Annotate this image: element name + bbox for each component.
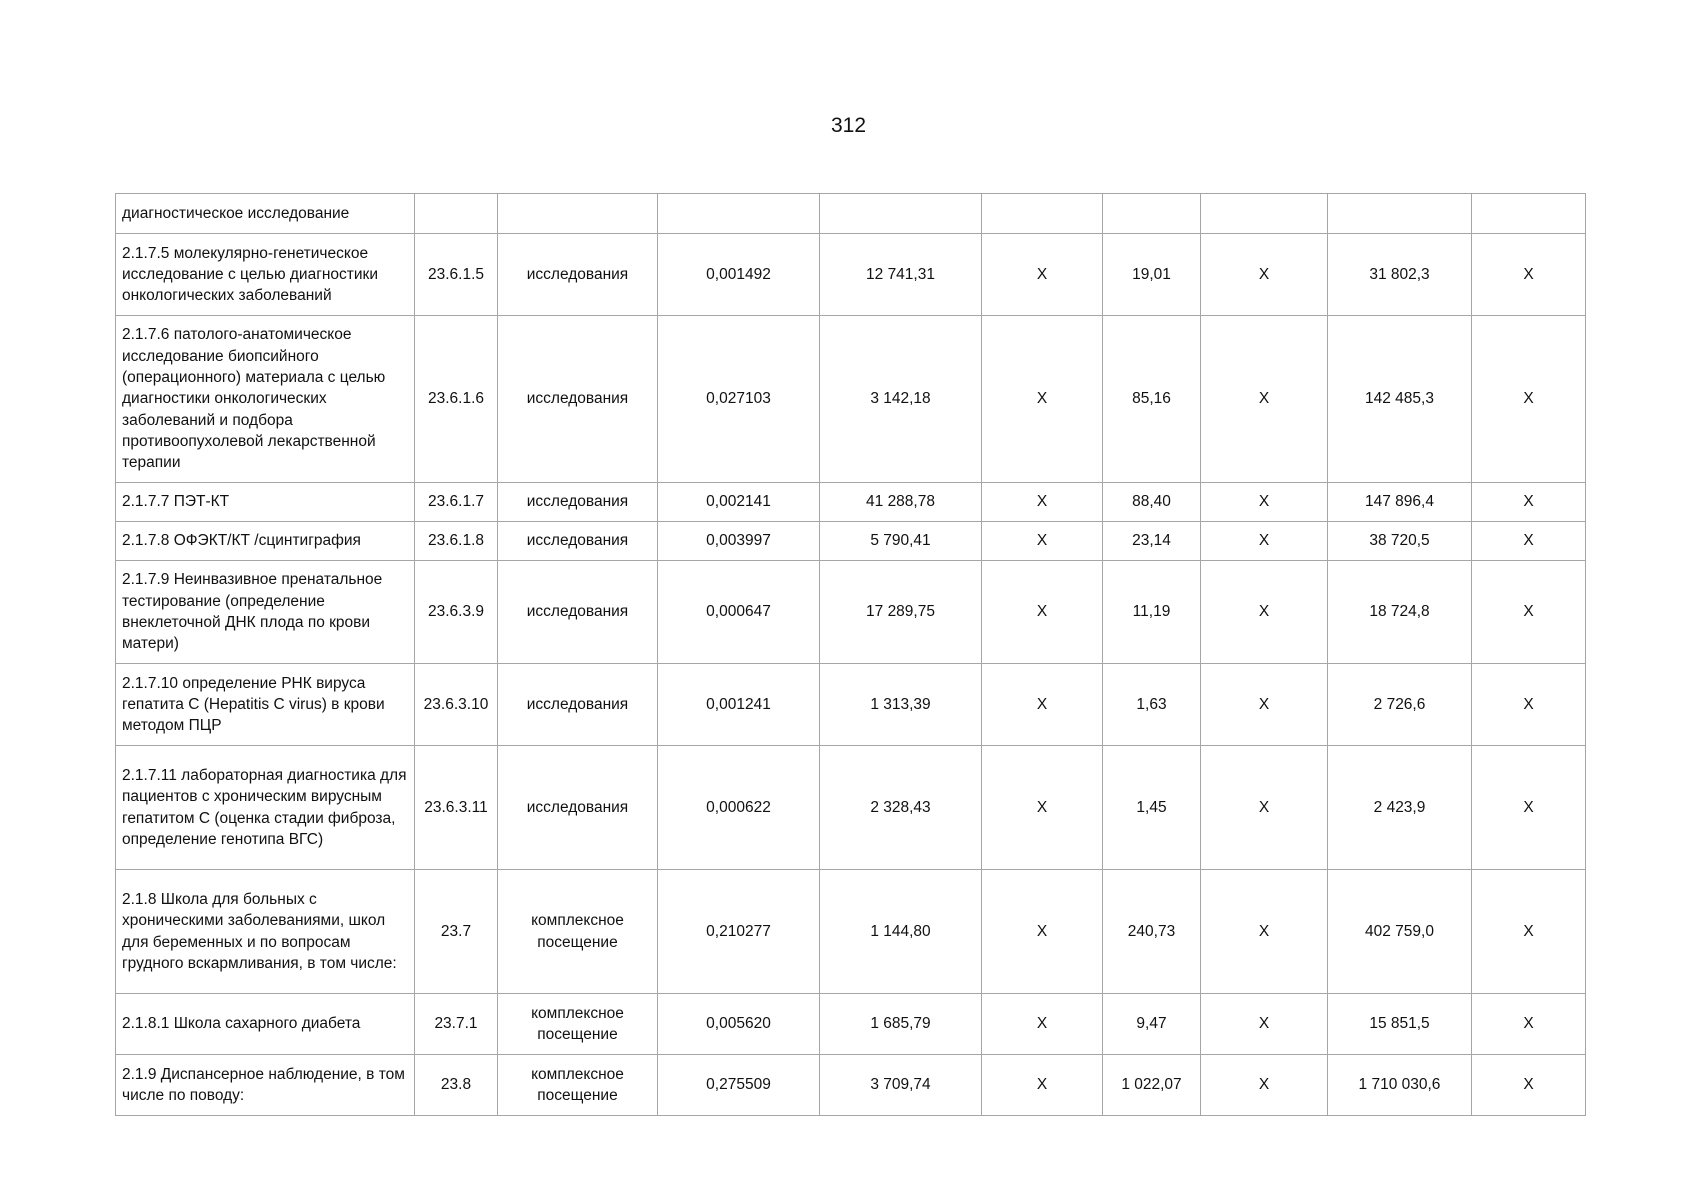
cell-cost-norm: 3 142,18 <box>820 316 982 483</box>
cell-volume-norm: 0,210277 <box>658 870 820 994</box>
cell-x-mark-3: X <box>1472 1055 1586 1116</box>
cell-cost-norm: 1 144,80 <box>820 870 982 994</box>
cell-code: 23.6.3.11 <box>415 746 498 870</box>
cell-unit: комплексное посещение <box>498 1055 658 1116</box>
cell-volume-norm: 0,002141 <box>658 483 820 522</box>
data-table <box>115 193 1586 1116</box>
cell-unit: исследования <box>498 746 658 870</box>
cell-cost-norm <box>820 194 982 234</box>
cell-code: 23.8 <box>415 1055 498 1116</box>
cell-per-capita <box>1103 194 1201 234</box>
cell-x-mark-3: X <box>1472 746 1586 870</box>
cell-code: 23.6.3.9 <box>415 561 498 664</box>
cell-x-mark-1: X <box>982 234 1103 316</box>
table-row <box>116 664 1586 746</box>
cell-cost-norm: 1 685,79 <box>820 994 982 1055</box>
cell-volume-norm: 0,027103 <box>658 316 820 483</box>
cell-per-capita: 1,45 <box>1103 746 1201 870</box>
cell-volume-norm: 0,003997 <box>658 522 820 561</box>
cell-unit: исследования <box>498 522 658 561</box>
cell-x-mark-2: X <box>1201 316 1328 483</box>
cell-per-capita: 240,73 <box>1103 870 1201 994</box>
cell-per-capita: 23,14 <box>1103 522 1201 561</box>
cell-total-sum: 402 759,0 <box>1328 870 1472 994</box>
cell-per-capita: 9,47 <box>1103 994 1201 1055</box>
cell-volume-norm: 0,001492 <box>658 234 820 316</box>
cell-per-capita: 11,19 <box>1103 561 1201 664</box>
cell-code: 23.6.1.8 <box>415 522 498 561</box>
cell-x-mark-2: X <box>1201 664 1328 746</box>
cell-unit: исследования <box>498 316 658 483</box>
cell-total-sum: 147 896,4 <box>1328 483 1472 522</box>
cell-x-mark-3: X <box>1472 234 1586 316</box>
cell-x-mark-1: X <box>982 746 1103 870</box>
cell-volume-norm: 0,000622 <box>658 746 820 870</box>
cell-x-mark-3: X <box>1472 870 1586 994</box>
cell-code: 23.7.1 <box>415 994 498 1055</box>
cell-code: 23.6.1.6 <box>415 316 498 483</box>
cell-total-sum: 1 710 030,6 <box>1328 1055 1472 1116</box>
cell-x-mark-1: X <box>982 561 1103 664</box>
cell-total-sum: 2 726,6 <box>1328 664 1472 746</box>
cell-unit: исследования <box>498 561 658 664</box>
cell-per-capita: 85,16 <box>1103 316 1201 483</box>
cell-x-mark-1: X <box>982 664 1103 746</box>
cell-x-mark-3 <box>1472 194 1586 234</box>
cell-total-sum: 31 802,3 <box>1328 234 1472 316</box>
cell-x-mark-2 <box>1201 194 1328 234</box>
cell-cost-norm: 1 313,39 <box>820 664 982 746</box>
cell-x-mark-1: X <box>982 483 1103 522</box>
cell-x-mark-3: X <box>1472 561 1586 664</box>
cell-unit: исследования <box>498 483 658 522</box>
cell-cost-norm: 41 288,78 <box>820 483 982 522</box>
cell-total-sum: 38 720,5 <box>1328 522 1472 561</box>
cell-total-sum <box>1328 194 1472 234</box>
cell-x-mark-3: X <box>1472 483 1586 522</box>
cell-x-mark-1: X <box>982 316 1103 483</box>
cell-x-mark-2: X <box>1201 561 1328 664</box>
cell-per-capita: 19,01 <box>1103 234 1201 316</box>
cell-volume-norm: 0,000647 <box>658 561 820 664</box>
cell-unit: комплексное посещение <box>498 870 658 994</box>
cell-volume-norm <box>658 194 820 234</box>
cell-code: 23.6.3.10 <box>415 664 498 746</box>
table-row <box>116 561 1586 664</box>
cell-unit: исследования <box>498 664 658 746</box>
table-row <box>116 746 1586 870</box>
cell-x-mark-2: X <box>1201 234 1328 316</box>
cell-name: 2.1.7.10 определение РНК вируса гепатита С (Hepatitis C virus) в крови методом ПЦР <box>116 664 415 746</box>
table-row <box>116 194 1586 234</box>
cell-unit: исследования <box>498 234 658 316</box>
cell-total-sum: 142 485,3 <box>1328 316 1472 483</box>
cell-per-capita: 1 022,07 <box>1103 1055 1201 1116</box>
cell-name: 2.1.7.9 Неинвазивное пренатальное тестирование (определение внеклеточной ДНК плода по крови матери) <box>116 561 415 664</box>
cell-x-mark-1: X <box>982 870 1103 994</box>
cell-volume-norm: 0,005620 <box>658 994 820 1055</box>
cell-code: 23.6.1.7 <box>415 483 498 522</box>
cell-cost-norm: 2 328,43 <box>820 746 982 870</box>
cell-name: 2.1.7.6 патолого-анатомическое исследование биопсийного (операционного) материала с целью диагностики онкологических заболеваний и подбора противоопухолевой лекарственной терапии <box>116 316 415 483</box>
cell-name: 2.1.9 Диспансерное наблюдение, в том числе по поводу: <box>116 1055 415 1116</box>
cell-x-mark-3: X <box>1472 994 1586 1055</box>
table-row <box>116 994 1586 1055</box>
table-row <box>116 483 1586 522</box>
cell-total-sum: 15 851,5 <box>1328 994 1472 1055</box>
cell-x-mark-1: X <box>982 994 1103 1055</box>
cell-name: диагностическое исследование <box>116 194 415 234</box>
cell-unit <box>498 194 658 234</box>
cell-cost-norm: 3 709,74 <box>820 1055 982 1116</box>
table-row <box>116 870 1586 994</box>
cell-cost-norm: 17 289,75 <box>820 561 982 664</box>
cell-x-mark-2: X <box>1201 522 1328 561</box>
cell-per-capita: 1,63 <box>1103 664 1201 746</box>
cell-cost-norm: 12 741,31 <box>820 234 982 316</box>
cell-volume-norm: 0,001241 <box>658 664 820 746</box>
table-row <box>116 234 1586 316</box>
table-body <box>116 194 1586 1116</box>
cell-per-capita: 88,40 <box>1103 483 1201 522</box>
cell-name: 2.1.8.1 Школа сахарного диабета <box>116 994 415 1055</box>
cell-code: 23.6.1.5 <box>415 234 498 316</box>
cell-x-mark-1 <box>982 194 1103 234</box>
cell-x-mark-3: X <box>1472 664 1586 746</box>
cell-name: 2.1.7.11 лабораторная диагностика для пациентов с хроническим вирусным гепатитом С (оценка стадии фиброза, определение генотипа ВГС) <box>116 746 415 870</box>
cell-code: 23.7 <box>415 870 498 994</box>
cell-unit: комплексное посещение <box>498 994 658 1055</box>
cell-name: 2.1.7.7 ПЭТ-КТ <box>116 483 415 522</box>
cell-x-mark-1: X <box>982 522 1103 561</box>
cell-x-mark-2: X <box>1201 483 1328 522</box>
cell-name: 2.1.7.8 ОФЭКТ/КТ /сцинтиграфия <box>116 522 415 561</box>
table-row <box>116 522 1586 561</box>
cell-cost-norm: 5 790,41 <box>820 522 982 561</box>
cell-code <box>415 194 498 234</box>
cell-total-sum: 2 423,9 <box>1328 746 1472 870</box>
cell-x-mark-2: X <box>1201 994 1328 1055</box>
cell-x-mark-2: X <box>1201 1055 1328 1116</box>
table-row <box>116 1055 1586 1116</box>
cell-x-mark-1: X <box>982 1055 1103 1116</box>
cell-name: 2.1.8 Школа для больных с хроническими заболеваниями, школ для беременных и по вопросам грудного вскармливания, в том числе: <box>116 870 415 994</box>
cell-volume-norm: 0,275509 <box>658 1055 820 1116</box>
cell-x-mark-2: X <box>1201 870 1328 994</box>
page-number: 312 <box>830 114 867 137</box>
cell-x-mark-3: X <box>1472 316 1586 483</box>
cell-x-mark-3: X <box>1472 522 1586 561</box>
cell-name: 2.1.7.5 молекулярно-генетическое исследование с целью диагностики онкологических заболеваний <box>116 234 415 316</box>
cell-total-sum: 18 724,8 <box>1328 561 1472 664</box>
cell-x-mark-2: X <box>1201 746 1328 870</box>
table-row <box>116 316 1586 483</box>
